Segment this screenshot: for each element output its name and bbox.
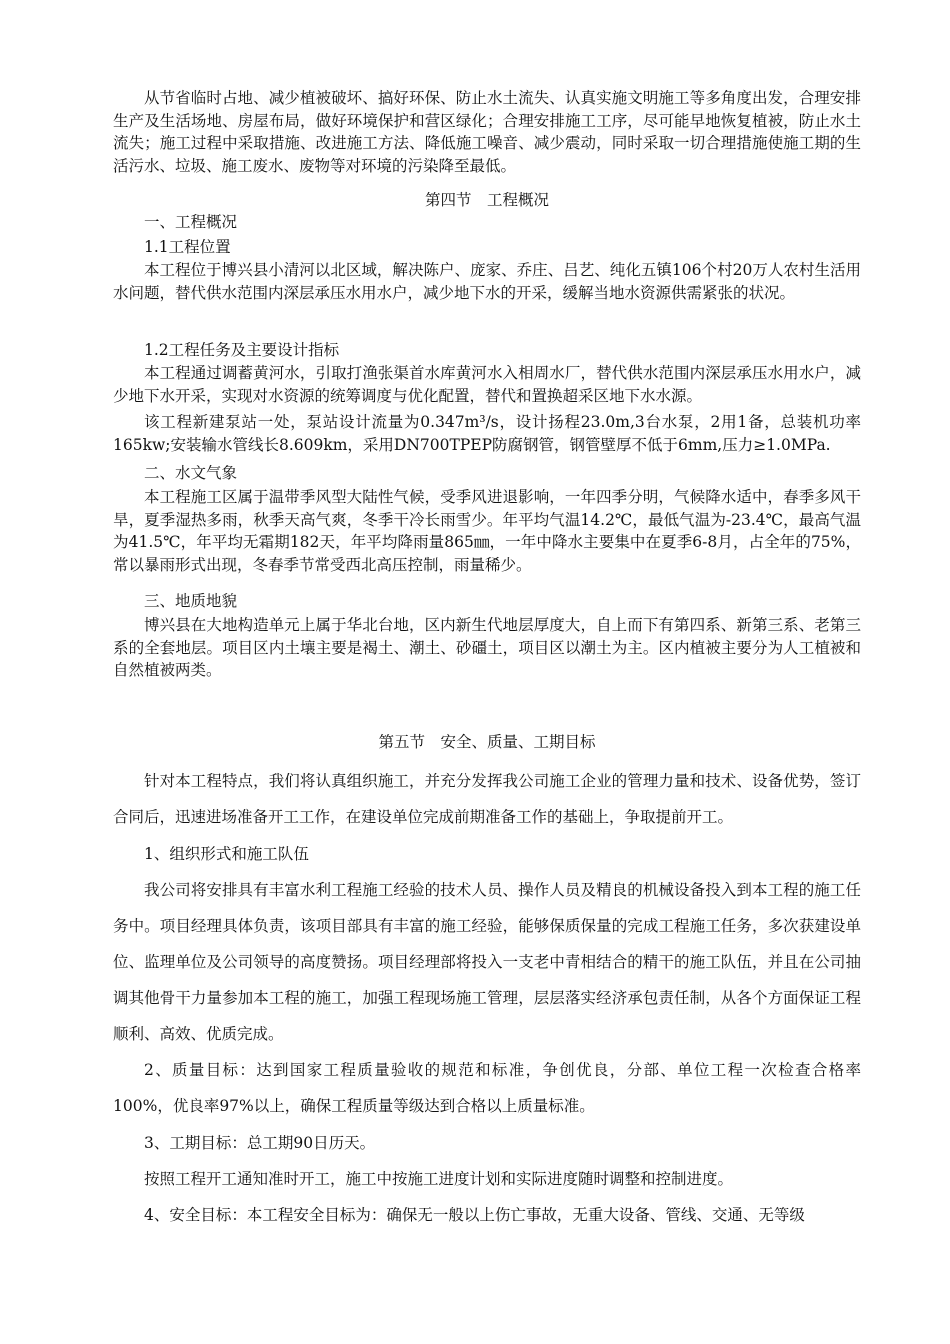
paragraph-environment: 从节省临时占地、减少植被破坏、搞好环保、防止水土流失、认真实施文明施工等多角度出发，合理安排生产及生活场地、房屋布局，做好环境保护和营区绿化；合理安排施工工序，尽可能早地恢复植被，防止水土流失；施工过程中采取措施、改进施工方法、降低施工噪音、减少震动，同时采取一切合理措施使施工期的生活污水、垃圾、施工废水、废物等对环境的污染降至最低。 [113, 89, 861, 175]
paragraph-geology: 博兴县在大地构造单元上属于华北台地，区内新生代地层厚度大，自上而下有第四系、新第三系、老第三系的全套地层。项目区内土壤主要是褐土、潮土、砂礓土，项目区以潮土为主。区内植被主要分为人工植被和自然植被两类。 [113, 616, 861, 679]
heading-project-overview: 一、工程概况 [144, 213, 238, 231]
paragraph-construction-team: 我公司将安排具有丰富水利工程施工经验的技术人员、操作人员及精良的机械设备投入到本工程的施工任务中。项目经理具体负责，该项目部具有丰富的施工经验，能够保质保量的完成工程施工任务，多次获建设单位、监理单位及公司领导的高度赞扬。项目经理部将投入一支老中青相结合的精干的施工队伍，并且在公司抽调其他骨干力量参加本工程的施工，加强工程现场施工管理，层层落实经济承包责任制，从各个方面保证工程顺利、高效、优质完成。 [113, 881, 861, 1043]
paragraph-project-location: 本工程位于博兴县小清河以北区域，解决陈户、庞家、乔庄、吕艺、纯化五镇106个村20万人农村生活用水问题，替代供水范围内深层承压水用水户，减少地下水的开采，缓解当地水资源供需紧张的状况。 [113, 261, 861, 302]
section-four-title: 第四节 工程概况 [424, 191, 549, 209]
paragraph-section-five-intro: 针对本工程特点，我们将认真组织施工，并充分发挥我公司施工企业的管理力量和技术、设备优势，签订合同后，迅速进场准备开工工作，在建设单位完成前期准备工作的基础上，争取提前开工。 [113, 772, 861, 826]
paragraph-safety-goal: 4、安全目标：本工程安全目标为：确保无一般以上伤亡事故，无重大设备、管线、交通、无等级 [144, 1206, 805, 1224]
heading-geology: 三、地质地貌 [144, 592, 238, 610]
paragraph-schedule-goal: 3、工期目标：总工期90日历天。 [144, 1134, 376, 1152]
paragraph-schedule-control: 按照工程开工通知准时开工，施工中按施工进度计划和实际进度随时调整和控制进度。 [144, 1170, 734, 1188]
heading-project-location: 1.1工程位置 [144, 238, 231, 256]
paragraph-project-tasks: 本工程通过调蓄黄河水，引取打渔张渠首水库黄河水入相周水厂，替代供水范围内深层承压水用水户，减少地下水开采，实现对水资源的统筹调度与优化配置，替代和置换超采区地下水水源。 [113, 364, 861, 405]
heading-project-tasks: 1.2工程任务及主要设计指标 [144, 341, 340, 359]
heading-hydrology-climate: 二、水文气象 [144, 464, 238, 482]
paragraph-climate: 本工程施工区属于温带季风型大陆性气候，受季风进退影响，一年四季分明，气候降水适中，春季多风干旱，夏季湿热多雨，秋季天高气爽，冬季干冷长雨雪少。年平均气温14.2℃，最低气温为-23.4℃，最高气温为41.5℃，年平均无霜期182天，年平均降雨量865㎜，一年中降水主要集中在夏季6-8月，占全年的75%，常以暴雨形式出现，冬春季节常受西北高压控制，雨量稀少。 [113, 488, 861, 574]
section-five-title: 第五节 安全、质量、工期目标 [378, 733, 596, 751]
paragraph-quality-goal: 2、质量目标：达到国家工程质量验收的规范和标准，争创优良，分部、单位工程一次检查合格率100%，优良率97%以上，确保工程质量等级达到合格以上质量标准。 [113, 1061, 861, 1115]
paragraph-design-specs: 该工程新建泵站一处，泵站设计流量为0.347m³/s，设计扬程23.0m,3台水泵，2用1备，总装机功率165kw;安装输水管线长8.609km，采用DN700TPEP防腐钢管，钢管壁厚不低于6mm,压力≥1.0MPa. [113, 413, 861, 454]
heading-organization-team: 1、组织形式和施工队伍 [144, 845, 309, 863]
